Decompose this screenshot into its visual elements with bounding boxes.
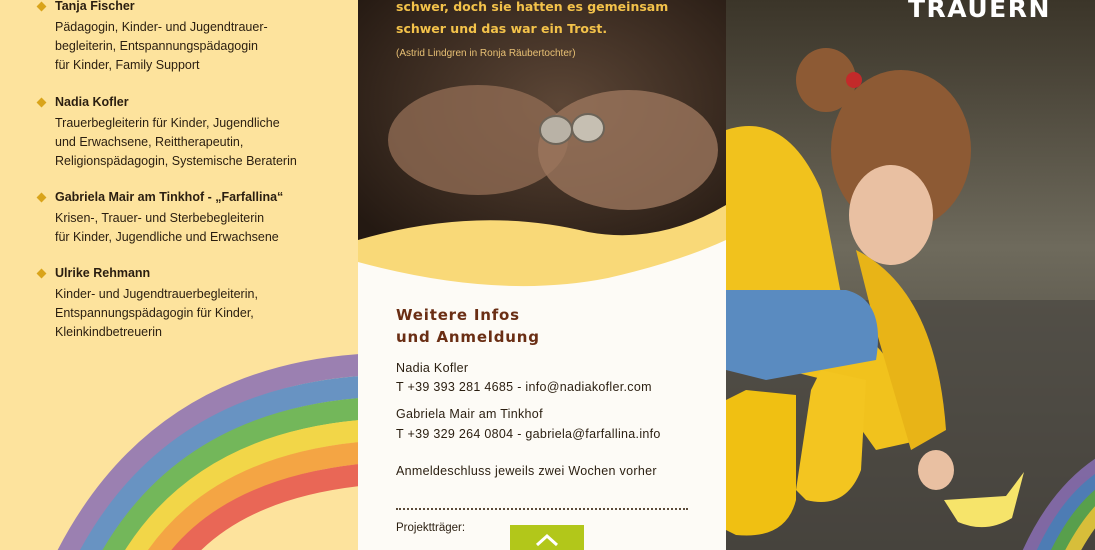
person-name: Nadia Kofler — [55, 95, 129, 109]
brand-title: TRAUERN — [908, 0, 1051, 23]
left-panel — [0, 0, 358, 550]
sponsor-logo — [510, 525, 584, 550]
diamond-bullet-icon — [37, 193, 47, 203]
rainbow-illustration — [0, 340, 358, 550]
registration-deadline: Anmeldeschluss jeweils zwei Wochen vorher — [396, 464, 657, 478]
info-heading: Weitere Infos und Anmeldung — [396, 306, 540, 346]
hands-locket-photo — [358, 0, 726, 290]
dotted-divider — [396, 508, 688, 510]
person-description: Pädagogin, Kinder- und Jugendtrauer- begleiterin, Entspannungspädagogin für Kinder, Family Support — [55, 20, 268, 72]
quote-text: schwer, doch sie hatten es gemeinsam schwer und das war ein Trost. — [396, 0, 669, 36]
sponsor-label: Projektträger: — [396, 522, 466, 534]
middle-panel — [358, 0, 726, 550]
person-name: Gabriela Mair am Tinkhof - „Farfallina“ — [55, 190, 284, 204]
quote-source: (Astrid Lindgren in Ronja Räubertochter) — [396, 48, 576, 59]
diamond-bullet-icon — [37, 2, 47, 12]
contact-name: Nadia Kofler — [396, 361, 469, 375]
contact-name: Gabriela Mair am Tinkhof — [396, 407, 543, 421]
diamond-bullet-icon — [37, 98, 47, 108]
person-description: Krisen-, Trauer- und Sterbebegleiterin für Kinder, Jugendliche und Erwachsene — [55, 211, 279, 244]
right-panel — [726, 0, 1095, 550]
girl-paper-boat-photo — [726, 0, 1095, 550]
diamond-bullet-icon — [37, 269, 47, 279]
person-description: Kinder- und Jugendtrauerbegleiterin, Entspannungspädagogin für Kinder, Kleinkindbetreuerin — [55, 287, 258, 339]
contact-details[interactable]: T +39 329 264 0804 - gabriela@farfallina.info — [396, 427, 661, 441]
person-description: Trauerbegleiterin für Kinder, Jugendliche und Erwachsene, Reittherapeutin, Religionspädagogin, Systemische Beraterin — [55, 116, 297, 168]
person-name: Ulrike Rehmann — [55, 266, 151, 280]
person-name: Tanja Fischer — [55, 0, 135, 13]
contact-details[interactable]: T +39 393 281 4685 - info@nadiakofler.com — [396, 380, 652, 394]
